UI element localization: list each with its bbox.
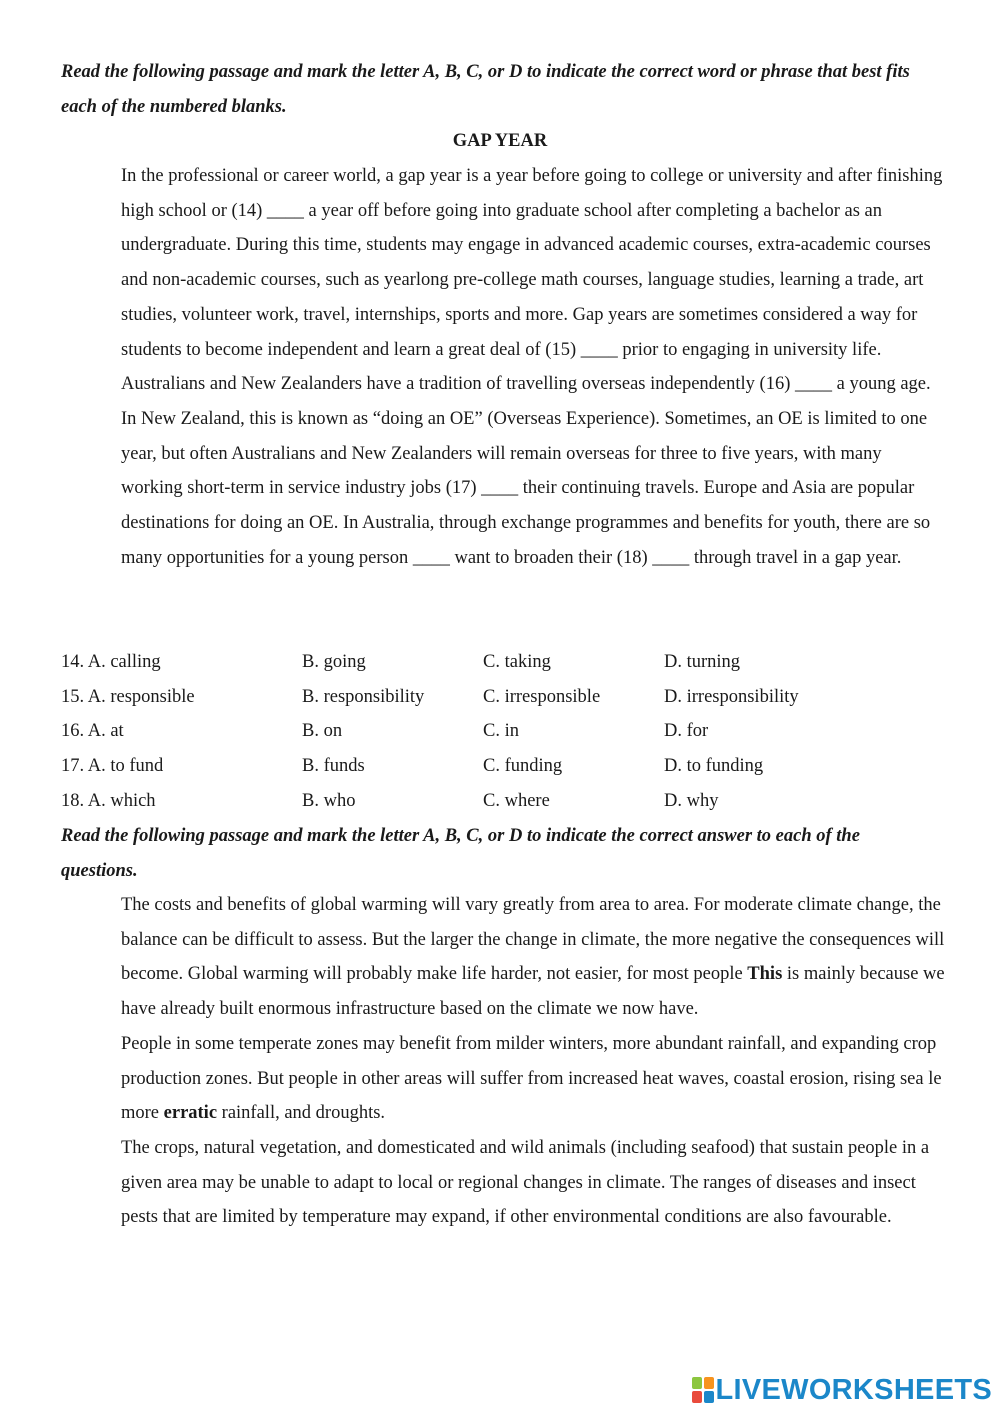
- global-warming-passage: [121, 888, 946, 1235]
- question-14-options: [61, 645, 941, 680]
- question-15-options: [61, 680, 941, 715]
- section2-instruction: Read the following passage and mark the letter A, B, C, or D to indicate the correct answer to each of the questions.: [61, 826, 860, 881]
- option-17-a[interactable]: 17. A. to fund: [61, 756, 164, 777]
- option-15-c[interactable]: C. irresponsible: [483, 686, 601, 707]
- option-15-d[interactable]: D. irresponsibility: [664, 686, 799, 707]
- logo-mark-icon: [692, 1377, 714, 1403]
- option-17-b[interactable]: B. funds: [302, 756, 365, 777]
- question-17-options: [61, 749, 941, 784]
- option-17-d[interactable]: D. to funding: [664, 756, 764, 777]
- option-18-a[interactable]: 18. A. which: [61, 790, 156, 811]
- logo-square-orange: [704, 1377, 714, 1389]
- logo-square-green: [692, 1377, 702, 1389]
- option-15-b[interactable]: B. responsibility: [302, 686, 425, 707]
- option-16-b[interactable]: B. on: [302, 721, 343, 742]
- option-14-c[interactable]: C. taking: [483, 652, 551, 672]
- bold-word-this: This: [747, 964, 783, 985]
- section1-instruction: Read the following passage and mark the letter A, B, C, or D to indicate the correct word or phrase that best fits each of the numbered blanks.: [61, 62, 910, 117]
- question-18-options: [61, 784, 941, 819]
- passage-paragraph-2: Australians and New Zealanders have a tradition of travelling overseas independently (16) ____ a young age. In New Zealand, this is known as “doing an OE” (Overseas Experience). Sometimes, an OE is limited to one year, but often Australians and New Zealanders will remain overseas for three to five years, with many working short-term in service industry jobs (17) ____ their continuing travels. Europe and Asia are popular destinations for doing an OE. In Australia, through exchange programmes and benefits for youth, there are so many opportunities for a young person ____ want to broaden their (18) ____ through travel in a gap year.: [121, 374, 931, 568]
- logo-square-red: [692, 1391, 702, 1403]
- passage-paragraph-1: In the professional or career world, a gap year is a year before going to college or university and after finishing high school or (14) ____ a year off before going into graduate school after completing a bachelor as an undergraduate. During this time, students may engage in advanced academic courses, extra-academic courses and non-academic courses, such as yearlong pre-college math courses, language studies, learning a trade, art studies, volunteer work, travel, internships, sports and more. Gap years are sometimes considered a way for students to become independent and learn a great deal of (15) ____ prior to engaging in university life.: [121, 166, 943, 360]
- option-18-c[interactable]: C. where: [483, 790, 550, 811]
- option-17-c[interactable]: C. funding: [483, 756, 563, 777]
- passage-title: GAP YEAR: [452, 131, 548, 151]
- option-14-b[interactable]: B. going: [302, 652, 366, 672]
- logo-square-blue: [704, 1391, 714, 1403]
- question-16-options: [61, 714, 941, 749]
- option-16-c[interactable]: C. in: [483, 721, 519, 742]
- passage2-paragraph-3: The crops, natural vegetation, and domesticated and wild animals (including seafood) that sustain people in a given area may be unable to adapt to local or regional changes in climate. The ranges of diseases and insect pests that are limited by temperature may expand, if other environmental conditions are also favourable.: [121, 1137, 930, 1228]
- option-14-a[interactable]: 14. A. calling: [61, 652, 161, 672]
- option-15-a[interactable]: 15. A. responsible: [61, 686, 195, 707]
- passage2-paragraph-1: The costs and benefits of global warming will vary greatly from area to area. For moderate climate change, the balance can be difficult to assess. But the larger the change in climate, the more negative the consequences will become. Global warming will probably make life harder, not easier, for most people This is mainly because we have already built enormous infrastructure based on the climate we now have.: [121, 895, 945, 1020]
- option-16-d[interactable]: D. for: [664, 721, 709, 742]
- bold-word-erratic: erratic: [163, 1103, 218, 1124]
- option-18-b[interactable]: B. who: [302, 790, 356, 811]
- liveworksheets-logo: [692, 1372, 993, 1408]
- option-16-a[interactable]: 16. A. at: [61, 721, 124, 742]
- option-14-d[interactable]: D. turning: [664, 652, 741, 672]
- passage2-paragraph-2: People in some temperate zones may benefit from milder winters, more abundant rainfall, and expanding crop production zones. But people in other areas will suffer from increased heat waves, coastal erosion, rising sea le more erratic rainfall, and droughts.: [121, 1033, 942, 1124]
- answer-options: [61, 645, 941, 818]
- option-18-d[interactable]: D. why: [664, 790, 719, 811]
- gap-year-passage: [121, 159, 946, 575]
- logo-text: LIVEWORKSHEETS: [715, 1373, 992, 1406]
